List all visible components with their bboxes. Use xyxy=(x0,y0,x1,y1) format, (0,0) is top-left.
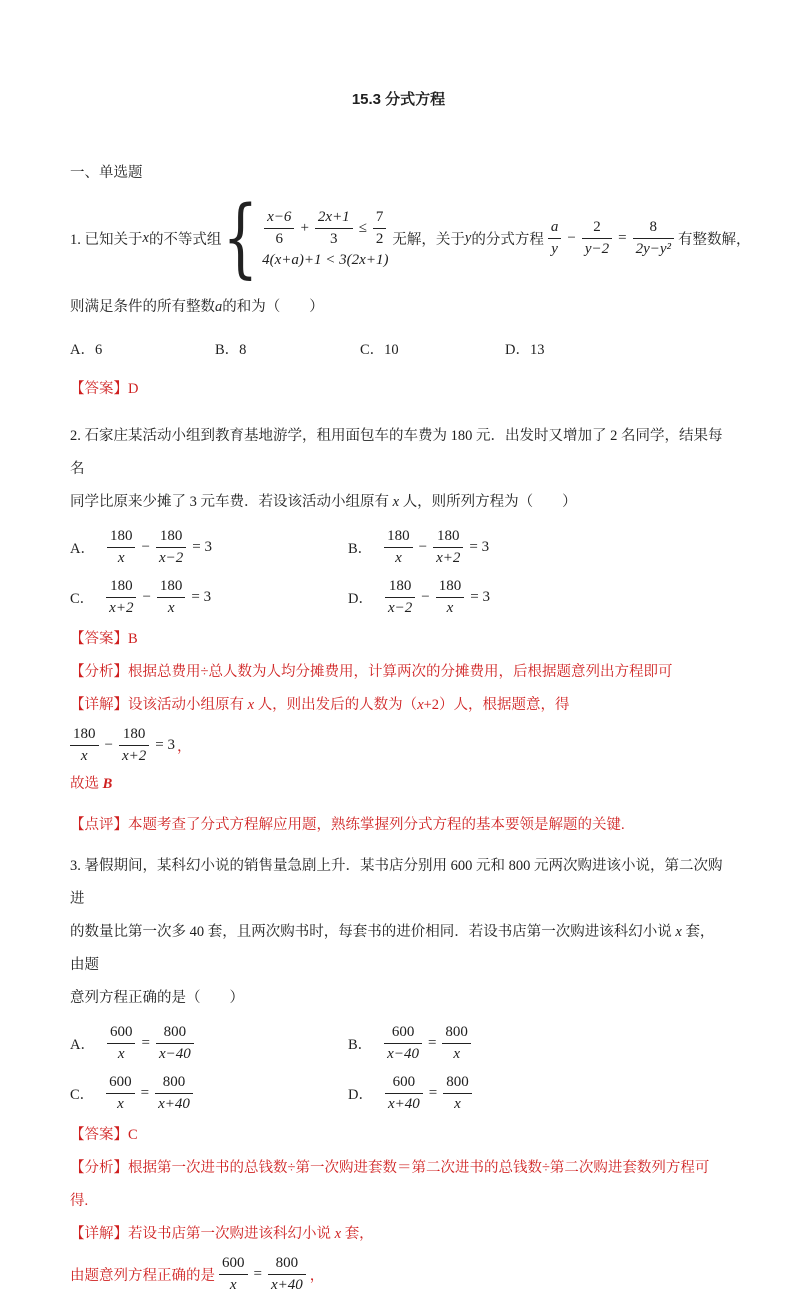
option-a: A． $\frac{600}{x}$ = $\frac{800}{x-40}$ xyxy=(70,1021,348,1065)
answer-tag: 【答案】 xyxy=(70,631,128,648)
page-title: 15.3 分式方程 xyxy=(351,91,446,108)
option-b: B． $\frac{180}{x}$ − $\frac{180}{x+2}$ = 3 xyxy=(348,527,490,566)
q1-text: 无解，关于 xyxy=(392,232,465,249)
option-d: D． $\frac{180}{x-2}$ − $\frac{180}{x}$ = 3 xyxy=(348,577,490,616)
option-c: C． $\frac{180}{x+2}$ − $\frac{180}{x}$ = 3 xyxy=(70,577,212,616)
question-3-options xyxy=(70,1021,727,1115)
q1-text: 的分式方程 xyxy=(471,232,544,249)
question-2-conclusion: 故选 B xyxy=(70,776,113,793)
question-3-statement-line2: 的数量比第一次多 40 套，且两次购书时，每套书的进价相同．若设书店第一次购进该科幻小说 x 套，由题 xyxy=(70,924,715,974)
math-fraction: $\frac{600}{x}$ xyxy=(107,1023,136,1064)
math-fraction: $\frac{600}{x}$ xyxy=(106,1073,135,1114)
option-b: B．8 xyxy=(215,342,247,359)
q1-var-x: x xyxy=(142,230,149,247)
math-fraction: $\frac{8}{\text{2y−y²}}$ xyxy=(633,218,674,259)
q1-text: 有整数解， xyxy=(678,232,751,249)
answer-letter: B xyxy=(128,631,138,648)
question-2-options xyxy=(70,525,727,619)
system-brace: { xyxy=(223,188,259,288)
math-fraction: $\frac{800}{x}$ xyxy=(442,1023,471,1064)
question-3-analysis: 【分析】根据第一次进书的总钱数÷第一次购进套数＝第二次进书的总钱数÷第二次购进套数列方程可得. xyxy=(70,1160,710,1210)
math-fraction: $\frac{180}{x}$ xyxy=(107,527,136,568)
question-3-final-equation: 由题意列方程正确的是 $\frac{600}{x}$ = $\frac{800}{x+40}$ ， xyxy=(70,1254,325,1293)
question-2-detail: 【详解】设该活动小组原有 x 人，则出发后的人数为（x+2）人，根据题意，得 xyxy=(70,697,570,714)
math-fraction: $\frac{600}{x+40}$ xyxy=(385,1073,423,1114)
chosen-letter: B xyxy=(102,776,113,793)
system-line-2: 4(x+a)+1 < 3(2x+1) xyxy=(262,251,389,268)
q1-text: 1. 已知关于 xyxy=(70,232,143,249)
math-fraction: $\frac{180}{x}$ xyxy=(384,527,413,568)
answer-tag: 【答案】 xyxy=(70,1127,128,1144)
system-line-1: $\frac{x-6}{6}$ + $\frac{2x+1}{3}$ ≤ $\frac{7}{2}$ xyxy=(260,208,390,249)
question-1-answer xyxy=(70,373,727,406)
question-2-detail-equation: $\frac{180}{x}$ − $\frac{180}{x+2}$ = 3 ， xyxy=(70,722,727,768)
math-fraction: $\frac{a}{y}$ xyxy=(548,218,562,259)
inequality-system xyxy=(223,188,390,288)
option-c: C．10 xyxy=(360,342,399,359)
math-fraction: $\frac{x-6}{6}$ xyxy=(264,208,294,249)
question-2-answer xyxy=(70,623,727,656)
question-3-statement-line3: 意列方程正确的是（ ） xyxy=(70,990,244,1007)
option-b: B． $\frac{600}{x-40}$ = $\frac{800}{x}$ xyxy=(348,1021,727,1065)
question-3-statement-line1: 3. 暑假期间，某科幻小说的销售量急剧上升．某书店分别用 600 元和 800 元两次购进该小说，第二次购进 xyxy=(70,858,723,908)
math-fraction: $\frac{180}{x}$ xyxy=(70,725,99,766)
question-2-comment: 【点评】本题考查了分式方程解应用题，熟练掌握列分式方程的基本要领是解题的关键. xyxy=(70,817,625,834)
math-fraction: $\frac{180}{x+2}$ xyxy=(433,527,463,568)
option-d: D．13 xyxy=(505,342,545,359)
option-c: C． $\frac{600}{x}$ = $\frac{800}{x+40}$ xyxy=(70,1071,348,1115)
q1-var-y: y xyxy=(464,230,472,247)
math-fraction: $\frac{2}{y-2}$ xyxy=(582,218,612,259)
math-fraction: $\frac{800}{x+40}$ xyxy=(155,1073,193,1114)
question-3-detail: 【详解】若设书店第一次购进该科幻小说 x 套， xyxy=(70,1226,374,1243)
question-2-statement-line1: 2. 石家庄某活动小组到教育基地游学，租用面包车的车费为 180 元．出发时又增加了 2 名同学，结果每名 xyxy=(70,428,723,478)
math-fraction: $\frac{180}{x+2}$ xyxy=(119,725,149,766)
q2-var-x: x xyxy=(392,494,400,511)
question-1-options xyxy=(70,338,727,359)
math-fraction: $\frac{180}{x+2}$ xyxy=(106,577,136,618)
math-fraction: $\frac{7}{2}$ xyxy=(373,208,387,249)
math-fraction: $\frac{2x+1}{3}$ xyxy=(315,208,353,249)
math-fraction: $\frac{180}{x-2}$ xyxy=(156,527,186,568)
math-fraction: $\frac{800}{x}$ xyxy=(443,1073,472,1114)
math-fraction: $\frac{800}{x-40}$ xyxy=(156,1023,194,1064)
question-3-answer xyxy=(70,1119,727,1152)
math-fraction: $\frac{800}{x+40}$ xyxy=(268,1254,306,1295)
question-1-statement: 1. 已知关于 x 的不等式组 { $\frac{x-6}{6}$ + $\frac{2x+1}{3}$ ≤ $\frac{7}{2}$ 4(x+a)+1 < 3(2x+1) 无解，关于 y 的分式方程 $\frac{a}{y}$ − $\frac{2}{y-2}$ = $\frac{8}{\text{2y−y²}}$ 有整数解， xyxy=(70,188,751,288)
section-heading: 一、单选题 xyxy=(70,165,143,181)
answer-letter: C xyxy=(128,1127,138,1144)
q1-text: 的不等式组 xyxy=(148,232,222,249)
option-a: A． $\frac{180}{x}$ − $\frac{180}{x-2}$ = 3 xyxy=(70,527,212,566)
math-fraction: $\frac{180}{x-2}$ xyxy=(385,577,415,618)
math-fraction: $\frac{600}{x}$ xyxy=(219,1254,248,1295)
answer-letter: D xyxy=(128,381,139,398)
question-2-statement-line2: 同学比原来少摊了 3 元车费．若设该活动小组原有 x 人，则所列方程为（ ） xyxy=(70,494,577,511)
option-d: D． $\frac{600}{x+40}$ = $\frac{800}{x}$ xyxy=(348,1071,727,1115)
answer-tag: 【答案】 xyxy=(70,381,128,398)
math-fraction: $\frac{180}{x}$ xyxy=(157,577,186,618)
math-fraction: $\frac{600}{x-40}$ xyxy=(384,1023,422,1064)
option-a: A．6 xyxy=(70,342,103,359)
q1-var-a: a xyxy=(215,299,223,316)
q3-var-x: x xyxy=(675,924,682,941)
math-fraction: $\frac{180}{x}$ xyxy=(436,577,465,618)
question-1-condition: 则满足条件的所有整数a的和为（ ） xyxy=(70,299,324,316)
question-2-analysis: 【分析】根据总费用÷总人数为人均分摊费用，计算两次的分摊费用，后根据题意列出方程即可 xyxy=(70,664,673,681)
